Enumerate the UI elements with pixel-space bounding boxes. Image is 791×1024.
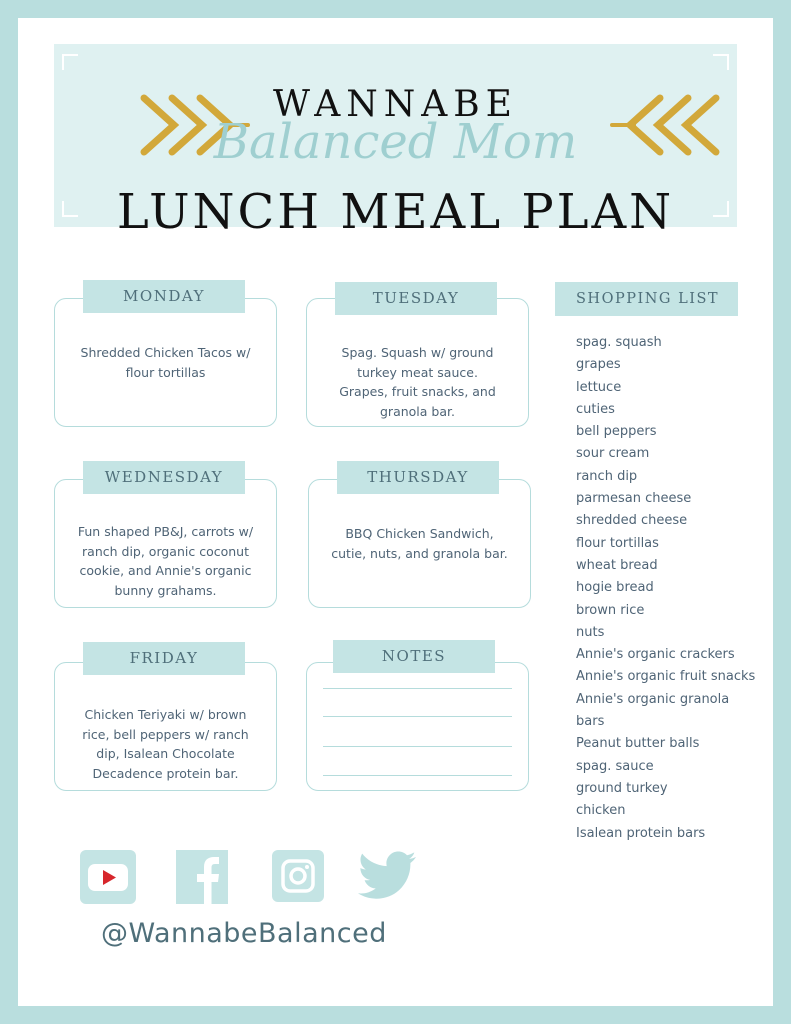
day-label-thursday: THURSDAY [337,461,499,494]
list-item: cuties [576,401,615,417]
day-card-thursday [308,479,531,608]
day-menu-text: Fun shaped PB&J, carrots w/ ranch dip, organic coconut cookie, and Annie's organic bunny grahams. [77,524,254,598]
list-item: lettuce [576,379,622,395]
list-item: grapes [576,357,621,373]
list-item: Peanut butter balls [576,736,700,752]
brand-script: Balanced Mom [213,114,578,170]
youtube-icon[interactable] [80,850,136,904]
page-title: LUNCH MEAL PLAN [116,184,675,240]
list-item: nuts [576,624,605,640]
list-item: Annie's organic granola [576,691,730,707]
notes-label: NOTES [333,640,495,673]
note-line [323,775,512,776]
header-banner [54,44,737,240]
note-line [323,746,512,747]
day-menu-text: Shredded Chicken Tacos w/ flour tortillas [80,345,251,380]
day-card-monday [54,298,277,427]
day-card-wednesday [54,479,277,608]
day-label-monday: MONDAY [83,280,245,313]
day-menu-text: BBQ Chicken Sandwich, cutie, nuts, and granola bar. [331,526,508,561]
day-card-friday [54,662,277,791]
list-item: spag. sauce [576,758,654,774]
shopping-list [576,332,755,845]
day-card-tuesday [306,298,529,427]
list-item: Annie's organic fruit snacks [576,669,756,685]
note-line [323,688,512,689]
corner-mark [62,54,78,70]
list-item: bars [576,714,605,730]
list-item: ranch dip [576,468,638,484]
day-menu-text: Chicken Teriyaki w/ brown rice, bell peppers w/ ranch dip, Isalean Chocolate Decadence protein bar. [82,707,249,781]
shopping-list-label: SHOPPING LIST [555,282,738,316]
twitter-icon[interactable] [358,850,418,902]
list-item: sour cream [576,446,650,462]
brand-wordmark: WANNABE [273,84,518,125]
list-item: bell peppers [576,424,657,440]
list-item: spag. squash [576,335,662,350]
list-item: Annie's organic crackers [576,647,735,663]
list-item: flour tortillas [576,535,659,551]
note-line [323,716,512,717]
day-label-friday: FRIDAY [83,642,245,675]
day-menu-text: Spag. Squash w/ ground turkey meat sauce. Grapes, fruit snacks, and granola bar. [339,345,496,419]
social-handle[interactable]: @WannabeBalanced [101,918,387,949]
corner-mark [713,54,729,70]
meal-plan-page [18,18,773,1006]
notes-card [306,662,529,791]
list-item: ground turkey [576,780,668,796]
day-label-wednesday: WEDNESDAY [83,461,245,494]
facebook-icon[interactable] [176,850,228,904]
list-item: hogie bread [576,580,654,596]
list-item: wheat bread [576,557,658,573]
list-item: parmesan cheese [576,491,692,507]
day-label-tuesday: TUESDAY [335,282,497,315]
list-item: shredded cheese [576,513,688,529]
instagram-icon[interactable] [272,850,324,902]
list-item: brown rice [576,602,645,618]
list-item: chicken [576,803,626,819]
list-item: Isalean protein bars [576,825,706,841]
